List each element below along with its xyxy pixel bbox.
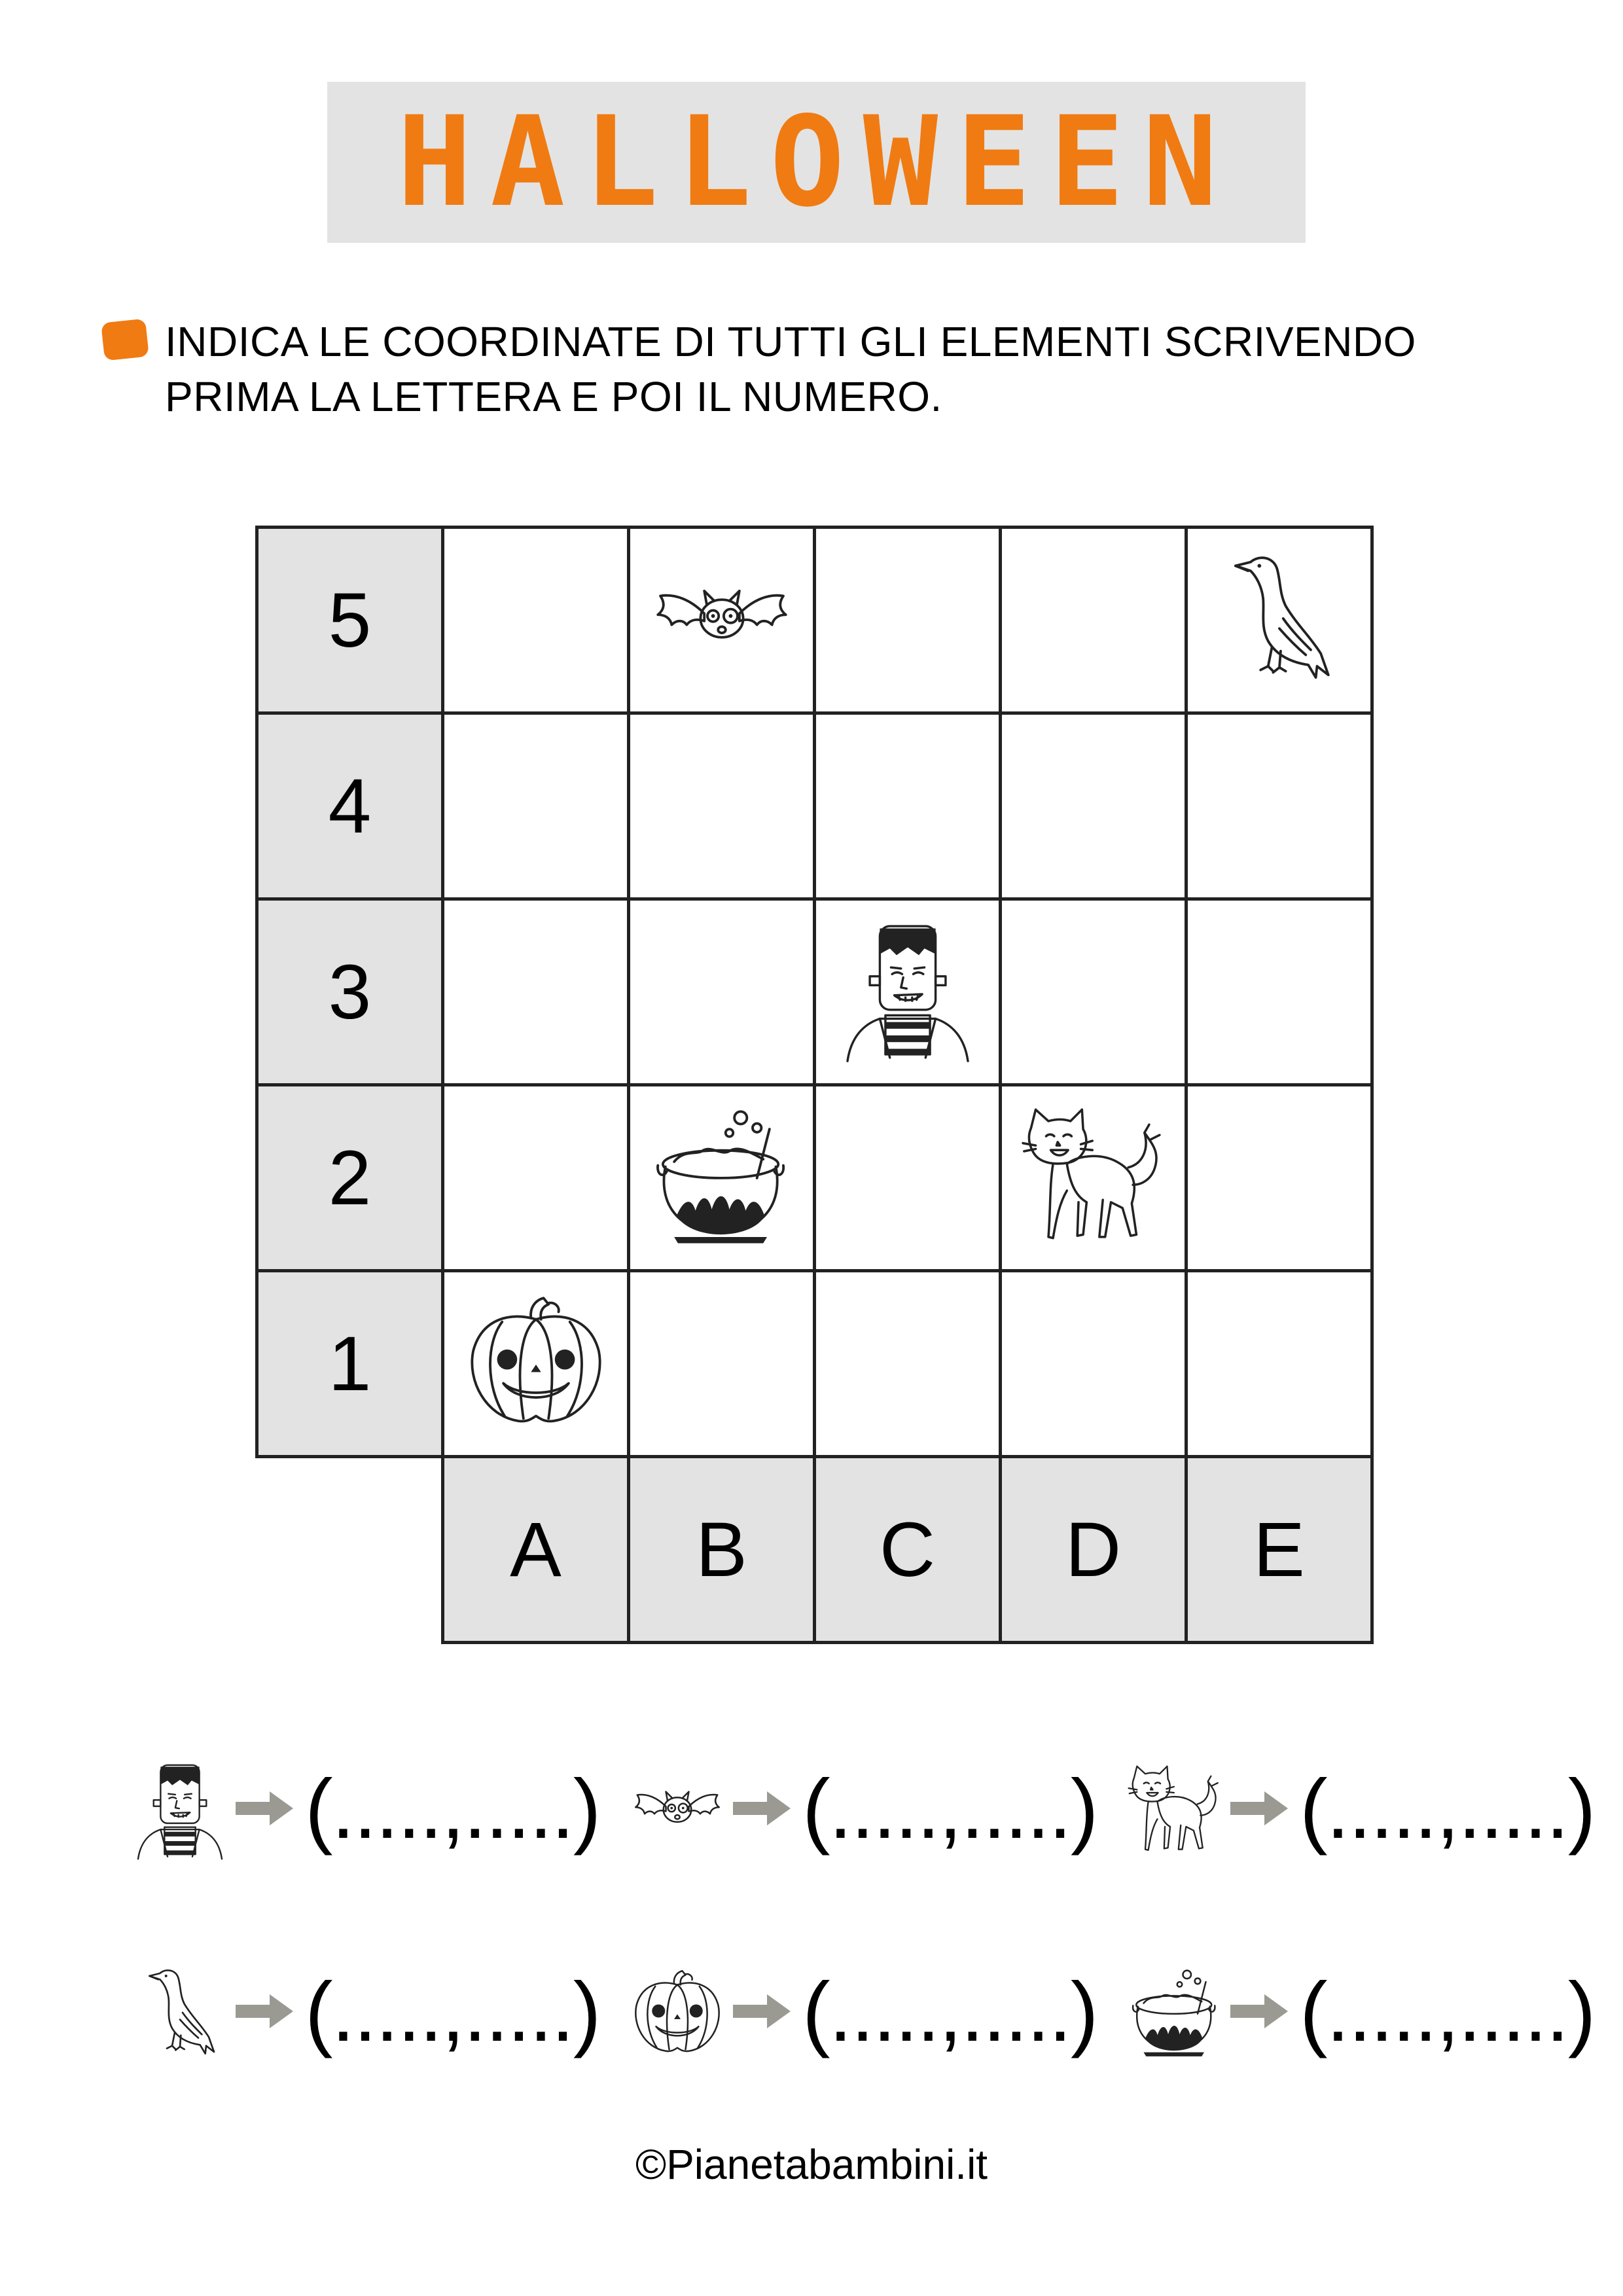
answer-blank[interactable]: (.....,.....) bbox=[305, 1965, 600, 2059]
grid-cell-D4 bbox=[999, 711, 1188, 901]
grid-cell-A2 bbox=[441, 1083, 630, 1272]
page-title: HALLOWEEN bbox=[397, 90, 1236, 234]
answer-item bbox=[131, 1957, 599, 2068]
answer-blank[interactable]: (.....,.....) bbox=[305, 1763, 600, 1856]
grid-cell-C5 bbox=[813, 526, 1002, 715]
grid-cell-D5 bbox=[999, 526, 1188, 715]
answer-blank[interactable]: (.....,.....) bbox=[802, 1965, 1097, 2059]
arrow-right-icon bbox=[233, 1789, 296, 1831]
arrow-right-icon bbox=[233, 1992, 296, 2034]
answer-item bbox=[1126, 1957, 1594, 2068]
arrow-right-icon bbox=[730, 1789, 793, 1831]
grid-cell-E5 bbox=[1185, 526, 1374, 715]
instructions bbox=[165, 314, 1539, 424]
answer-item bbox=[1126, 1754, 1594, 1865]
coordinate-grid bbox=[255, 526, 1374, 1645]
answer-item bbox=[131, 1754, 599, 1865]
title-banner bbox=[327, 82, 1306, 243]
cat-icon bbox=[1126, 1754, 1224, 1865]
instruction-line-2: PRIMA LA LETTERA E POI IL NUMERO. bbox=[165, 373, 942, 420]
grid-cell-B1 bbox=[627, 1269, 816, 1458]
grid-cell-B4 bbox=[627, 711, 816, 901]
column-label-A: A bbox=[441, 1455, 630, 1644]
frankenstein-icon bbox=[131, 1754, 229, 1865]
frankenstein-icon bbox=[832, 915, 983, 1069]
footer-copyright: ©Pianetabambini.it bbox=[635, 2141, 988, 2188]
column-label-B: B bbox=[627, 1455, 816, 1644]
pumpkin-icon bbox=[461, 1287, 611, 1441]
grid-cell-B3 bbox=[627, 897, 816, 1086]
column-label-C: C bbox=[813, 1455, 1002, 1644]
arrow-right-icon bbox=[730, 1992, 793, 2034]
answer-blank[interactable]: (.....,.....) bbox=[1300, 1965, 1595, 2059]
arrow-right-icon bbox=[1228, 1789, 1291, 1831]
row-label-4: 4 bbox=[255, 711, 444, 901]
cauldron-icon bbox=[1126, 1957, 1224, 2068]
grid-cell-A5 bbox=[441, 526, 630, 715]
crow-icon bbox=[1204, 543, 1355, 697]
grid-cell-C2 bbox=[813, 1083, 1002, 1272]
answer-blank[interactable]: (.....,.....) bbox=[802, 1763, 1097, 1856]
grid-cell-E4 bbox=[1185, 711, 1374, 901]
answer-item bbox=[628, 1957, 1097, 2068]
row-label-3: 3 bbox=[255, 897, 444, 1086]
answer-blank[interactable]: (.....,.....) bbox=[1300, 1763, 1595, 1856]
instruction-bullet bbox=[101, 319, 149, 361]
cat-icon bbox=[1018, 1101, 1169, 1255]
grid-cell-D1 bbox=[999, 1269, 1188, 1458]
grid-cell-A3 bbox=[441, 897, 630, 1086]
grid-cell-A4 bbox=[441, 711, 630, 901]
grid-cell-C1 bbox=[813, 1269, 1002, 1458]
grid-cell-E1 bbox=[1185, 1269, 1374, 1458]
grid-cell-C4 bbox=[813, 711, 1002, 901]
grid-cell-B5 bbox=[627, 526, 816, 715]
row-label-1: 1 bbox=[255, 1269, 444, 1458]
row-label-5: 5 bbox=[255, 526, 444, 715]
pumpkin-icon bbox=[628, 1957, 726, 2068]
column-label-E: E bbox=[1185, 1455, 1374, 1644]
grid-cell-E3 bbox=[1185, 897, 1374, 1086]
answer-item bbox=[628, 1754, 1097, 1865]
grid-cell-B2 bbox=[627, 1083, 816, 1272]
grid-cell-E2 bbox=[1185, 1083, 1374, 1272]
grid-cell-D3 bbox=[999, 897, 1188, 1086]
grid-cell-A1 bbox=[441, 1269, 630, 1458]
bat-icon bbox=[628, 1754, 726, 1865]
row-label-2: 2 bbox=[255, 1083, 444, 1272]
cauldron-icon bbox=[647, 1101, 797, 1255]
crow-icon bbox=[131, 1957, 229, 2068]
column-label-D: D bbox=[999, 1455, 1188, 1644]
grid-cell-D2 bbox=[999, 1083, 1188, 1272]
grid-cell-C3 bbox=[813, 897, 1002, 1086]
instruction-line-1: INDICA LE COORDINATE DI TUTTI GLI ELEMENTI SCRIVENDO bbox=[165, 318, 1416, 365]
bat-icon bbox=[647, 543, 797, 697]
arrow-right-icon bbox=[1228, 1992, 1291, 2034]
